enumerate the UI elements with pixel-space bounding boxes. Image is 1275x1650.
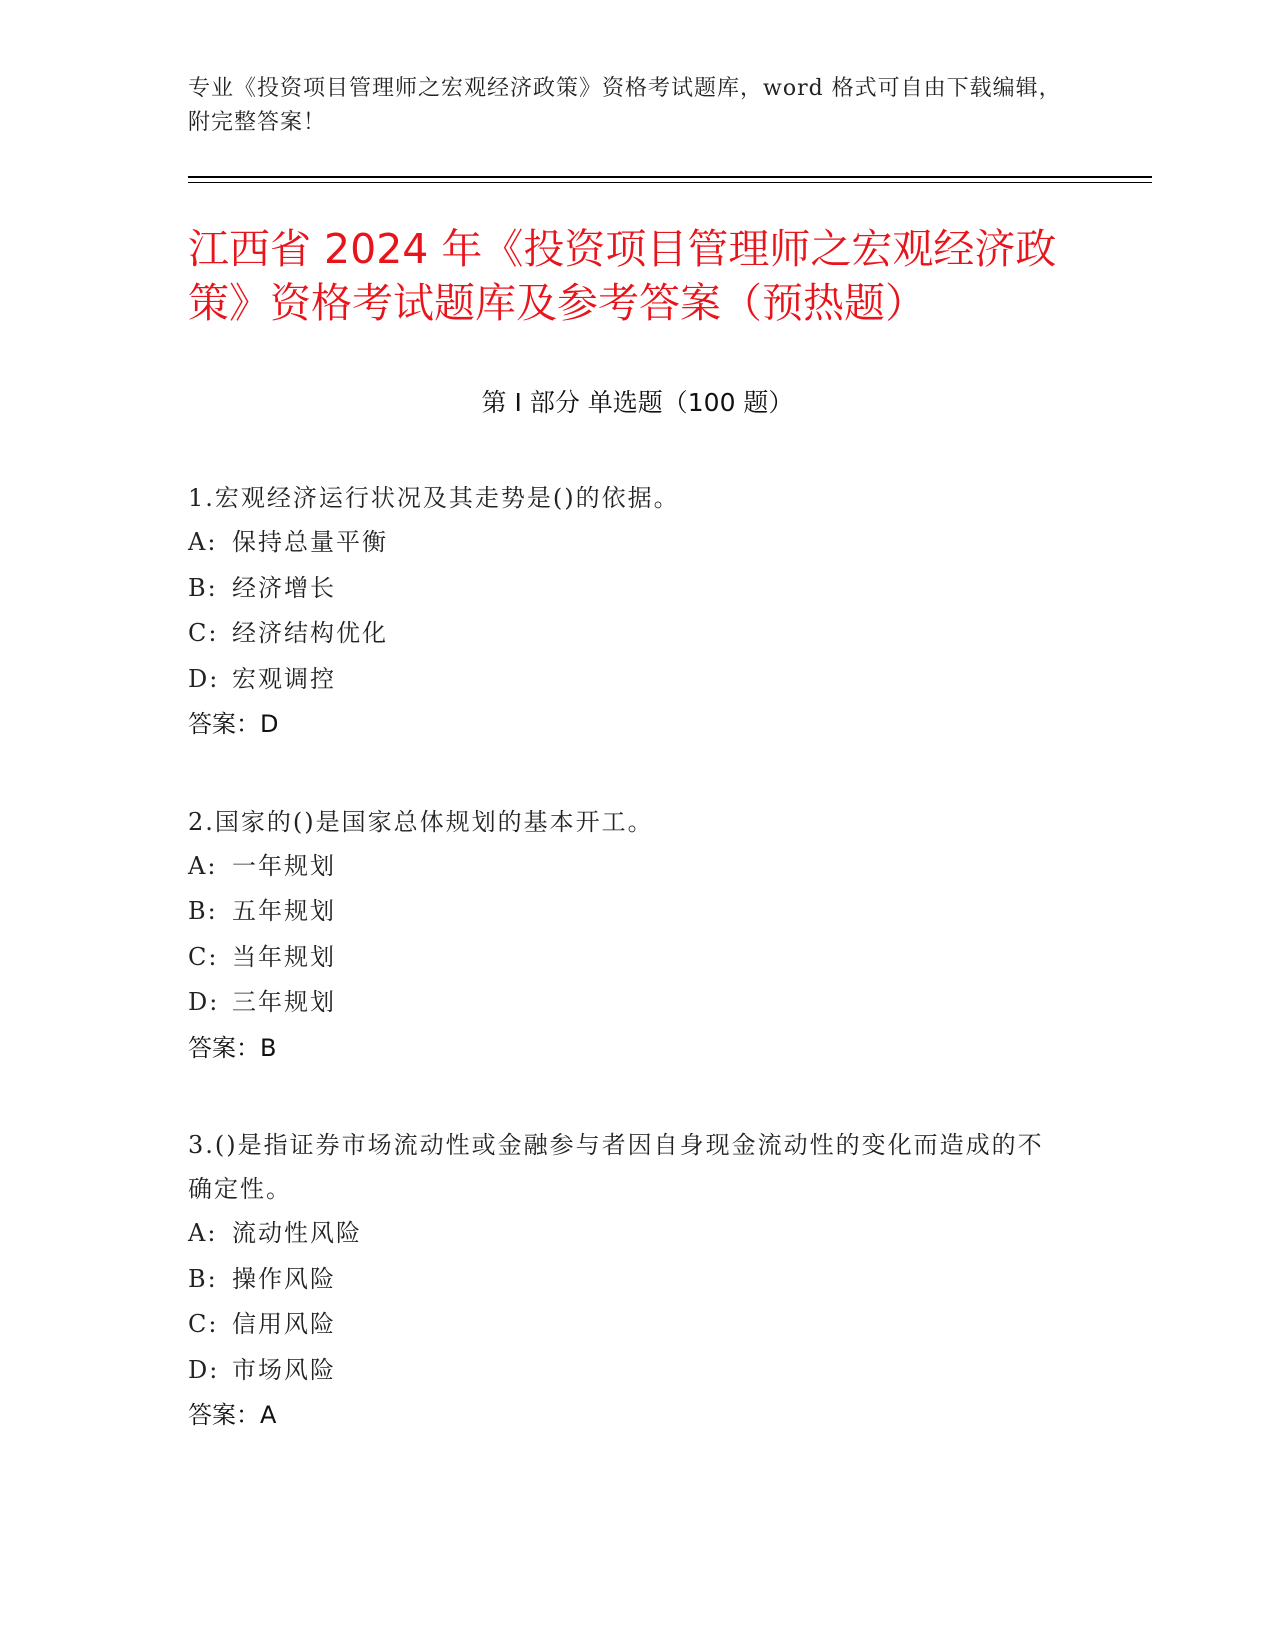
question-3 <box>188 1123 1068 1439</box>
option-d <box>188 657 1068 703</box>
option-key: C: <box>188 1310 219 1338</box>
option-key: B: <box>188 573 218 602</box>
option-text: 三年规划 <box>232 988 336 1016</box>
answer-line <box>188 1393 1068 1439</box>
answer-label: 答案： <box>188 1401 260 1429</box>
option-a <box>188 844 1068 890</box>
question-stem: 1.宏观经济运行状况及其走势是()的依据。 <box>188 484 680 512</box>
option-text: 当年规划 <box>232 942 336 971</box>
option-key: A: <box>188 528 218 556</box>
option-b <box>188 1257 1068 1303</box>
header-divider-thin <box>188 182 1152 183</box>
option-text: 经济结构优化 <box>232 619 388 647</box>
answer-label: 答案： <box>188 710 260 738</box>
option-c <box>188 611 1068 657</box>
answer-line <box>188 702 1068 748</box>
section-title: 第 I 部分 单选题（100 题） <box>481 388 794 417</box>
question-stem: 2.国家的()是国家总体规划的基本开工。 <box>188 807 654 836</box>
option-key: B: <box>188 1264 218 1293</box>
option-key: C: <box>188 619 219 647</box>
option-text: 流动性风险 <box>232 1219 362 1247</box>
question-stem: 3.()是指证券市场流动性或金融参与者因自身现金流动性的变化而造成的不确定性。 <box>188 1131 1044 1203</box>
option-text: 宏观调控 <box>232 664 336 693</box>
header-note: 专业《投资项目管理师之宏观经济政策》资格考试题库，word 格式可自由下载编辑，附完整答案！ <box>188 76 1062 135</box>
option-c <box>188 935 1068 981</box>
document-title: 江西省 2024 年《投资项目管理师之宏观经济政策》资格考试题库及参考答案（预热题） <box>188 225 1057 327</box>
option-c <box>188 1302 1068 1348</box>
answer-value: B <box>260 1033 277 1062</box>
option-text: 操作风险 <box>232 1264 336 1293</box>
option-text: 保持总量平衡 <box>232 528 388 556</box>
answer-value: A <box>260 1401 277 1429</box>
option-d <box>188 1348 1068 1394</box>
option-key: A: <box>188 851 218 880</box>
option-text: 信用风险 <box>232 1310 336 1338</box>
option-text: 经济增长 <box>232 573 336 602</box>
option-text: 市场风险 <box>232 1355 336 1384</box>
question-2 <box>188 800 1068 1072</box>
option-key: D: <box>188 1355 220 1384</box>
answer-label: 答案： <box>188 1033 260 1062</box>
answer-line <box>188 1026 1068 1072</box>
header-divider-thick <box>188 176 1152 178</box>
option-text: 一年规划 <box>232 851 336 880</box>
question-list <box>188 476 1068 1491</box>
option-a <box>188 1211 1068 1257</box>
question-1 <box>188 476 1068 748</box>
option-key: D: <box>188 664 220 693</box>
option-key: A: <box>188 1219 218 1247</box>
option-d <box>188 980 1068 1026</box>
option-key: C: <box>188 942 219 971</box>
answer-value: D <box>260 710 279 738</box>
option-a <box>188 520 1068 566</box>
option-b <box>188 889 1068 935</box>
option-key: B: <box>188 897 218 925</box>
option-key: D: <box>188 988 220 1016</box>
option-text: 五年规划 <box>232 897 336 925</box>
option-b <box>188 566 1068 612</box>
